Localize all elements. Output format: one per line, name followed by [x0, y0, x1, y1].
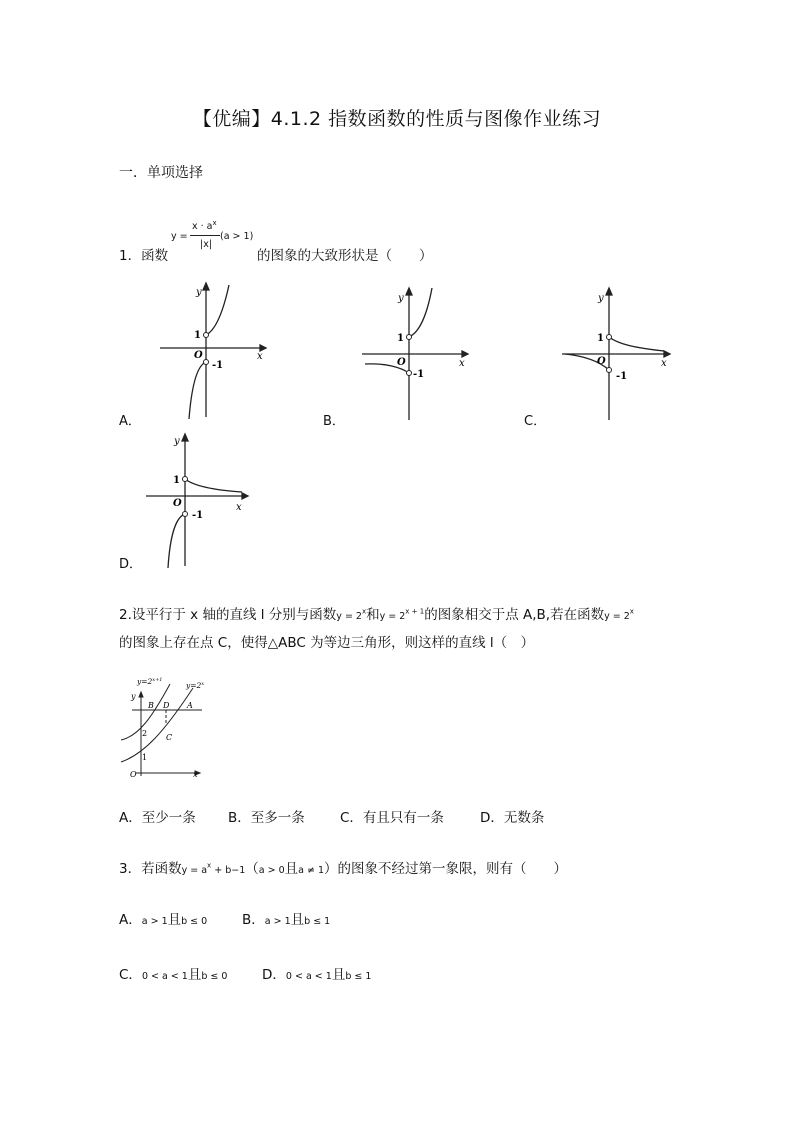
y-axis-label: y: [131, 692, 136, 701]
point-b-label: B: [148, 701, 154, 710]
x-axis-label: x: [661, 358, 667, 369]
q1-graph-a: [156, 281, 268, 421]
q2-option-c[interactable]: C．有且只有一条: [340, 810, 444, 826]
q2-figure: [114, 672, 214, 780]
x-axis-label: x: [257, 351, 263, 362]
one-label: 1: [397, 333, 404, 344]
x-axis-label: x: [236, 502, 242, 513]
point-c-label: C: [166, 733, 173, 742]
one-label: 1: [194, 330, 201, 341]
q3-option-b[interactable]: B．a > 1且b ≤ 1: [242, 912, 331, 928]
label-f1: $y=2^x$: [186, 681, 205, 690]
page-title: 【优编】4.1.2 指数函数的性质与图像作业练习: [192, 108, 602, 130]
point-d-label: D: [163, 701, 170, 710]
q1-formula-cond: (a > 1): [220, 231, 254, 242]
neg-one-label: -1: [192, 510, 204, 521]
section-heading: 一．单项选择: [119, 165, 203, 181]
x-axis-label: x: [459, 358, 465, 369]
neg-one-label: -1: [616, 371, 628, 382]
point-a-label: A: [187, 701, 193, 710]
origin-label: O: [173, 498, 182, 509]
q2-option-d[interactable]: D．无数条: [480, 810, 545, 826]
q1-formula: [171, 216, 257, 260]
q1-option-d[interactable]: D．: [119, 557, 143, 572]
origin-label: O: [130, 770, 137, 779]
q1-formula-num: $x \cdot a^x$: [192, 219, 217, 233]
neg-one-label: -1: [413, 369, 425, 380]
q2-line1: 2.设平行于 x 轴的直线 l 分别与函数$y = 2^x$和$y = 2^{x + 1}$的图象相交于点 A,B,若在函数$y = 2^x$: [119, 607, 634, 623]
q3-option-d[interactable]: D．0 < a < 1且b ≤ 1: [262, 967, 372, 983]
q1-graph-c: [560, 284, 676, 422]
q1-suffix: 的图象的大致形状是（ ）: [257, 248, 433, 264]
origin-label: O: [597, 356, 606, 367]
x-axis-label: x: [193, 770, 198, 779]
q1-formula-lhs: y =: [171, 231, 188, 242]
origin-label: O: [397, 357, 406, 368]
q1-graph-b: [360, 284, 472, 422]
y-axis-label: y: [174, 436, 180, 447]
q1-graph-d: [142, 430, 254, 570]
label-f2: $y=2^{x+1}$: [137, 677, 163, 686]
y-axis-label: y: [398, 293, 404, 304]
y-axis-label: y: [196, 287, 202, 298]
y-axis-label: y: [598, 293, 604, 304]
q1-formula-den: |x|: [200, 239, 213, 250]
q3-stem: 3．若函数$y = a^x + b-1(a > 0$且a ≠ 1）的图象不经过第一象限，则有（ ）: [119, 861, 567, 877]
q2-option-b[interactable]: B．至多一条: [228, 810, 305, 826]
tick-two-label: 2: [142, 729, 148, 738]
tick-one-label: 1: [142, 753, 148, 762]
q2-line2: 的图象上存在点 C，使得△ABC 为等边三角形，则这样的直线 l（ ）: [119, 635, 535, 651]
q1-option-a[interactable]: A．: [119, 414, 141, 429]
neg-one-label: -1: [212, 360, 224, 371]
q2-option-a[interactable]: A．至少一条: [119, 810, 196, 826]
q1-option-c[interactable]: C．: [524, 414, 547, 429]
q3-option-a[interactable]: A．a > 1且b ≤ 0: [119, 912, 208, 928]
q3-option-c[interactable]: C．0 < a < 1且b ≤ 0: [119, 967, 228, 983]
q1-fraction-bar: [190, 235, 220, 236]
q1-prefix: 1．函数: [119, 248, 169, 264]
one-label: 1: [173, 475, 180, 486]
q1-option-b[interactable]: B．: [323, 414, 345, 429]
origin-label: O: [194, 350, 203, 361]
one-label: 1: [597, 333, 604, 344]
